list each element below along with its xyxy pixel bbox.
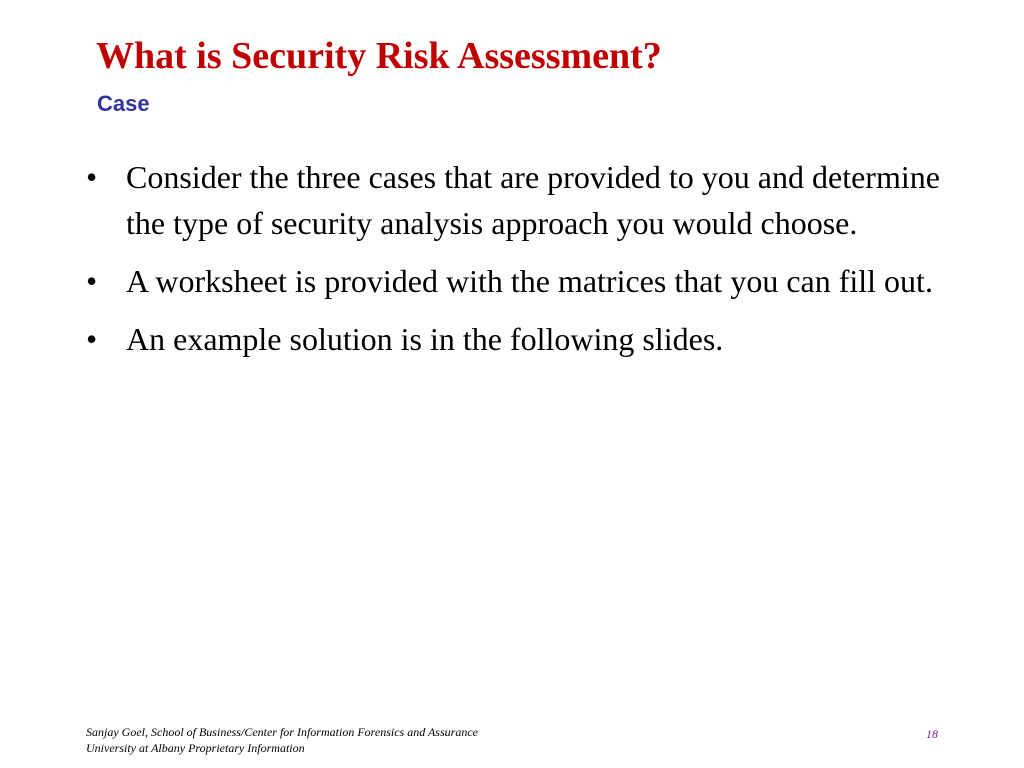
bullet-marker: •: [86, 263, 98, 299]
bullet-text: An example solution is in the following slides.: [126, 321, 724, 357]
slide-footer: [86, 724, 478, 756]
bullet-marker: •: [86, 321, 98, 357]
bullet-marker: •: [86, 159, 98, 195]
page-number: 18: [926, 727, 938, 741]
bullet-list: [86, 154, 966, 374]
slide-subtitle: Case: [97, 91, 150, 116]
bullet-item: [86, 316, 966, 362]
bullet-item: [86, 154, 966, 246]
bullet-text: Consider the three cases that are provided to you and determine the type of security analysis approach you would choose.: [126, 159, 940, 241]
slide-title: What is Security Risk Assessment?: [96, 35, 662, 77]
bullet-item: [86, 258, 966, 304]
bullet-text: A worksheet is provided with the matrices that you can fill out.: [126, 263, 933, 299]
footer-author-line: Sanjay Goel, School of Business/Center for Information Forensics and Assurance: [86, 725, 478, 739]
footer-proprietary-line: University at Albany Proprietary Information: [86, 741, 305, 755]
